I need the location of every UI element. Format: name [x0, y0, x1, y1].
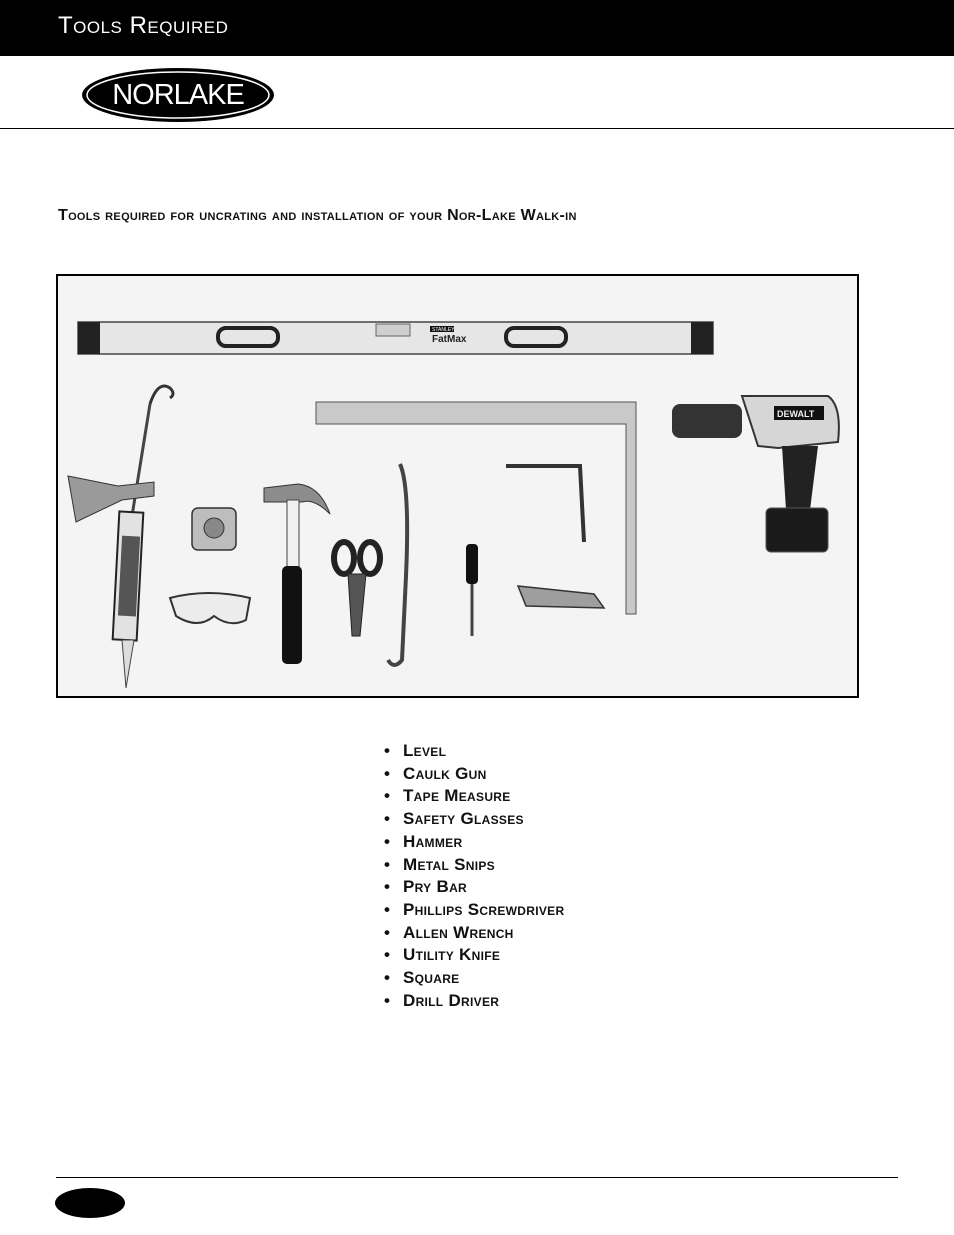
bullet: •	[384, 899, 391, 919]
tool-name: Level	[403, 741, 447, 760]
tool-name: Safety Glasses	[403, 809, 524, 829]
tool-name: Utility Knife	[403, 945, 501, 965]
level-brand-text: STANLEY	[432, 327, 455, 333]
tool-name: Caulk Gun	[403, 763, 487, 783]
list-item	[384, 922, 564, 945]
safety-glasses-image	[170, 593, 250, 623]
bullet: •	[384, 877, 391, 897]
header-divider	[0, 128, 954, 129]
drill-brand-text: DEWALT	[777, 409, 815, 419]
bullet: •	[384, 741, 391, 760]
list-item	[384, 944, 564, 967]
tools-illustration	[58, 276, 857, 696]
level-model-text: FatMax	[432, 334, 467, 345]
norlake-logo	[80, 66, 276, 124]
list-item	[384, 876, 564, 899]
logo-text: NORLAKE	[112, 78, 244, 111]
level-image	[78, 322, 713, 354]
page-title: Tools Required	[58, 12, 229, 39]
bullet: •	[384, 809, 391, 829]
bullet: •	[384, 945, 391, 965]
list-item	[384, 740, 564, 763]
tool-name: Allen Wrench	[403, 922, 514, 942]
tool-name: Pry Bar	[403, 877, 467, 897]
list-item	[384, 854, 564, 877]
tool-name: Drill Driver	[403, 990, 500, 1010]
tools-photo	[56, 274, 859, 698]
footer-divider	[56, 1177, 898, 1178]
list-item	[384, 990, 564, 1013]
list-item	[384, 831, 564, 854]
list-item	[384, 899, 564, 922]
section-heading: Tools required for uncrating and installation of your Nor-Lake Walk-in	[58, 207, 577, 224]
bullet: •	[384, 922, 391, 942]
tool-name: Square	[403, 968, 460, 988]
bullet: •	[384, 786, 391, 806]
list-item	[384, 763, 564, 786]
bullet: •	[384, 854, 391, 874]
bullet: •	[384, 831, 391, 851]
tools-list	[384, 740, 564, 1012]
header-bar	[0, 0, 954, 56]
page-number-tab	[55, 1188, 125, 1218]
tool-name: Hammer	[403, 831, 463, 851]
bullet: •	[384, 763, 391, 783]
bullet: •	[384, 990, 391, 1010]
tool-name: Tape Measure	[403, 786, 511, 806]
tape-measure-image	[192, 508, 236, 550]
list-item	[384, 967, 564, 990]
list-item	[384, 785, 564, 808]
tool-name: Phillips Screwdriver	[403, 899, 565, 919]
tool-name: Metal Snips	[403, 854, 495, 874]
list-item	[384, 808, 564, 831]
bullet: •	[384, 968, 391, 988]
